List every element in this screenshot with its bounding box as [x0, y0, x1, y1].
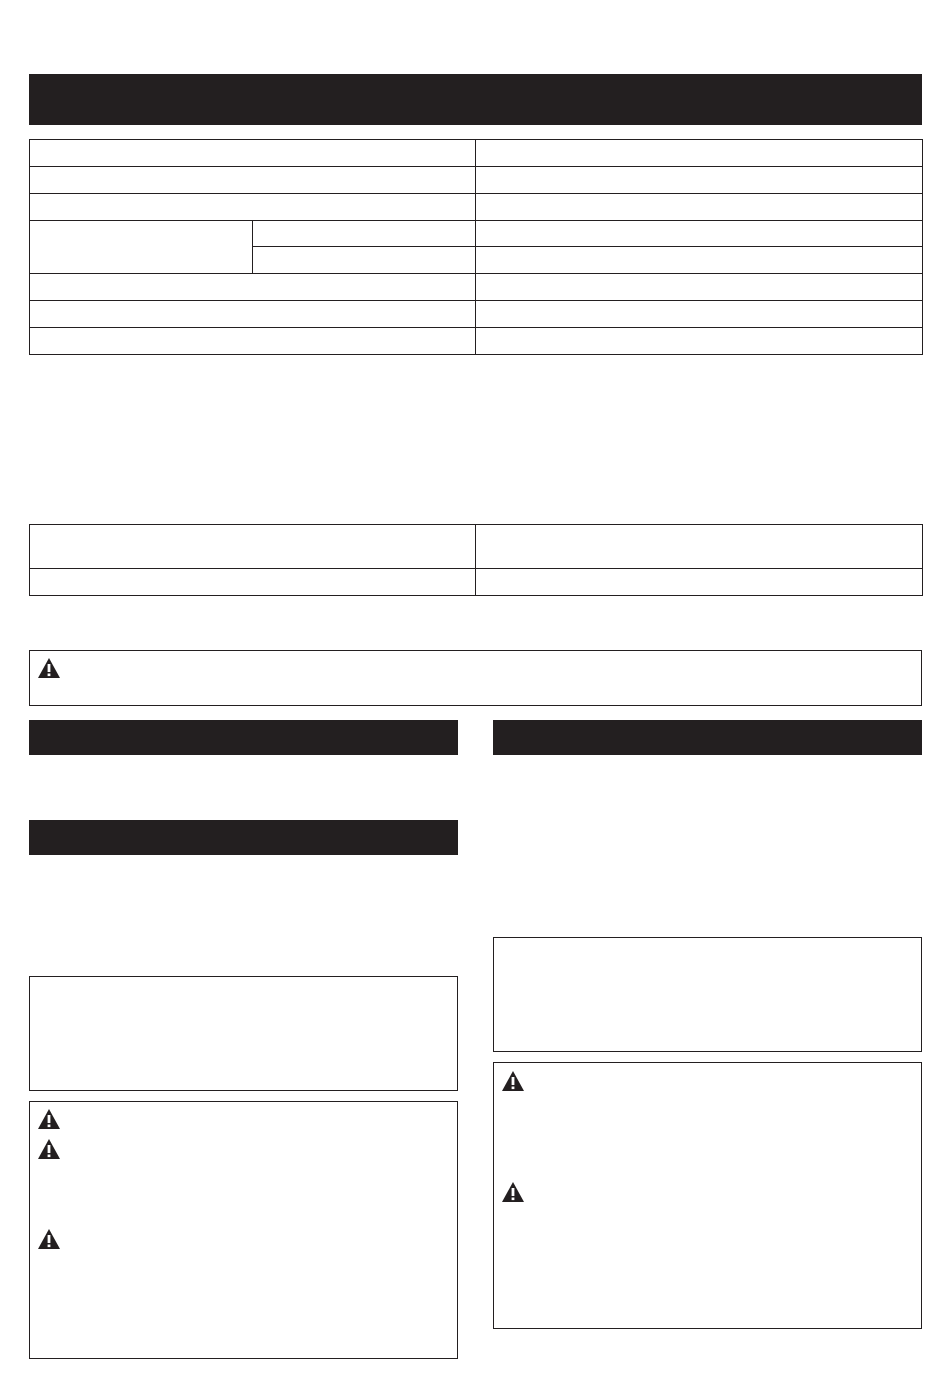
table-row: [30, 301, 923, 328]
spec-value: [476, 194, 923, 221]
spec-group-label: [30, 221, 253, 274]
spec-label: [30, 328, 476, 355]
spec-value: [476, 274, 923, 301]
warning-triangle-icon: [38, 1229, 60, 1249]
table-row: [30, 221, 923, 247]
table-cell-label: [30, 525, 476, 569]
header-bar: [29, 74, 922, 125]
table-row: [30, 525, 923, 569]
table-row: [30, 194, 923, 221]
table-cell-value: [476, 569, 923, 596]
spec-label: [30, 140, 476, 167]
spec-label: [30, 194, 476, 221]
left-section-heading-2: [29, 820, 458, 855]
right-warning-box: [493, 1062, 922, 1329]
spec-label: [30, 167, 476, 194]
left-section-heading-1: [29, 720, 458, 755]
spec-label: [30, 274, 476, 301]
table-row: [30, 569, 923, 596]
spec-value: [476, 301, 923, 328]
warning-triangle-icon: [502, 1071, 524, 1091]
table-row: [30, 328, 923, 355]
right-note-box: [493, 937, 922, 1052]
warning-triangle-icon: [38, 658, 60, 678]
spec-value: [476, 247, 923, 274]
right-section-heading: [493, 720, 922, 755]
warning-triangle-icon: [38, 1109, 60, 1129]
left-warning-box: [29, 1101, 458, 1359]
spec-sublabel: [253, 247, 476, 274]
spec-value: [476, 221, 923, 247]
warning-banner: [29, 650, 922, 706]
table-row: [30, 274, 923, 301]
warning-triangle-icon: [38, 1139, 60, 1159]
specifications-table: [29, 139, 923, 355]
spec-label: [30, 301, 476, 328]
table-cell-value: [476, 525, 923, 569]
table-row: [30, 167, 923, 194]
spec-value: [476, 328, 923, 355]
spec-value: [476, 140, 923, 167]
warning-triangle-icon: [502, 1182, 524, 1202]
spec-value: [476, 167, 923, 194]
table-cell-label: [30, 569, 476, 596]
table-row: [30, 140, 923, 167]
secondary-table: [29, 524, 923, 596]
spec-sublabel: [253, 221, 476, 247]
left-note-box: [29, 976, 458, 1091]
